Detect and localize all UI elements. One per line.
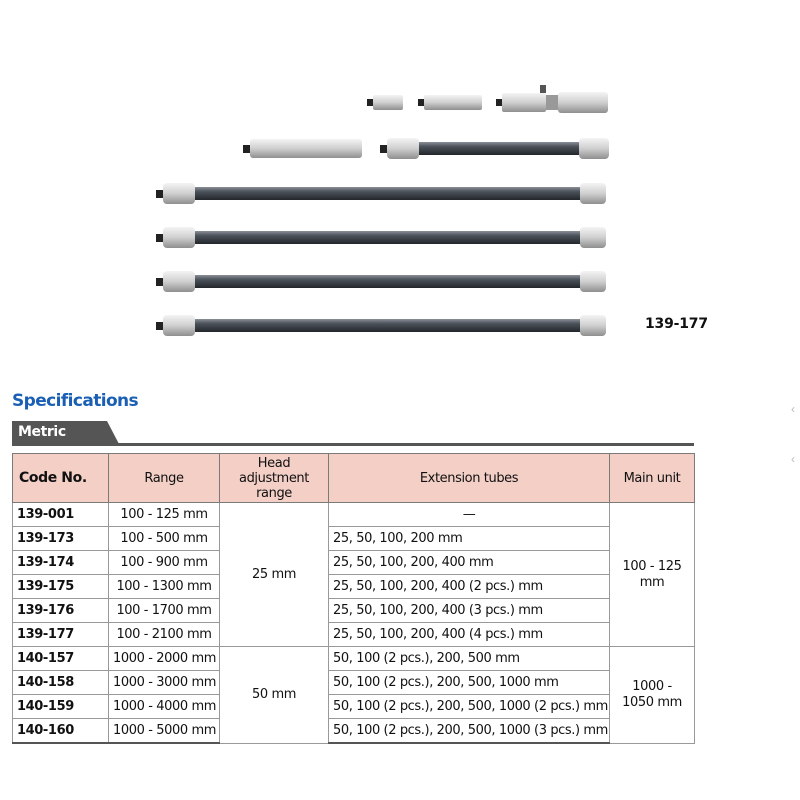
- range-cell: 1000 - 4000 mm: [109, 695, 220, 719]
- edge-decoration-mark: ‹: [791, 452, 795, 466]
- extension-cell: 25, 50, 100, 200 mm: [329, 527, 610, 551]
- section-title: Specifications: [12, 391, 139, 411]
- range-cell: 100 - 125 mm: [109, 503, 220, 527]
- range-cell: 1000 - 3000 mm: [109, 671, 220, 695]
- edge-decoration-mark: ‹: [791, 402, 795, 416]
- range-cell: 100 - 1700 mm: [109, 599, 220, 623]
- micrometer-head: [496, 85, 608, 113]
- head-adjustment-cell: 50 mm: [220, 647, 329, 744]
- extension-cell: 50, 100 (2 pcs.), 200, 500, 1000 mm: [329, 671, 610, 695]
- table-row: [13, 551, 695, 575]
- extension-cell: 50, 100 (2 pcs.), 200, 500 mm: [329, 647, 610, 671]
- extension-cell: —: [329, 503, 610, 527]
- code-cell: 140-158: [13, 671, 109, 695]
- range-cell: 100 - 900 mm: [109, 551, 220, 575]
- extension-cell: 25, 50, 100, 200, 400 (3 pcs.) mm: [329, 599, 610, 623]
- micrometer-small-rod-2: [418, 95, 482, 110]
- extension-cell: 25, 50, 100, 200, 400 mm: [329, 551, 610, 575]
- extension-cell: 25, 50, 100, 200, 400 (2 pcs.) mm: [329, 575, 610, 599]
- extension-rod-long-2: [156, 227, 606, 248]
- code-cell: 139-174: [13, 551, 109, 575]
- extension-rod-short: [380, 138, 609, 159]
- extension-cell: 50, 100 (2 pcs.), 200, 500, 1000 (2 pcs.) mm: [329, 695, 610, 719]
- header-range: Range: [109, 454, 220, 503]
- code-cell: 140-160: [13, 719, 109, 744]
- extension-rod-long-1: [156, 183, 606, 204]
- header-extension: Extension tubes: [329, 454, 610, 503]
- product-label: 139-177: [645, 316, 708, 332]
- main-unit-text: 1000 - 1050 mm: [622, 678, 682, 710]
- micrometer-small-rod-1: [367, 95, 403, 110]
- metric-rule: [12, 443, 694, 446]
- table-row: [13, 695, 695, 719]
- code-cell: 139-173: [13, 527, 109, 551]
- extension-cell: 25, 50, 100, 200, 400 (4 pcs.) mm: [329, 623, 610, 647]
- specifications-table: [12, 453, 695, 744]
- header-main-unit: Main unit: [610, 454, 695, 503]
- table-row: [13, 647, 695, 671]
- header-code: Code No.: [13, 454, 109, 503]
- product-illustration: [0, 0, 800, 360]
- table-row: [13, 671, 695, 695]
- micrometer-medium-rod: [243, 139, 362, 158]
- code-cell: 139-177: [13, 623, 109, 647]
- table-row: [13, 719, 695, 744]
- range-cell: 1000 - 5000 mm: [109, 719, 220, 744]
- code-cell: 139-176: [13, 599, 109, 623]
- metric-tab: Metric: [12, 421, 107, 444]
- head-adjustment-cell: 25 mm: [220, 503, 329, 647]
- code-cell: 139-175: [13, 575, 109, 599]
- table-row: [13, 527, 695, 551]
- code-cell: 140-159: [13, 695, 109, 719]
- extension-cell: 50, 100 (2 pcs.), 200, 500, 1000 (3 pcs.) mm: [329, 719, 610, 744]
- range-cell: 100 - 1300 mm: [109, 575, 220, 599]
- header-head-adjustment: Head adjustment range: [220, 454, 329, 503]
- code-cell: 139-001: [13, 503, 109, 527]
- code-cell: 140-157: [13, 647, 109, 671]
- range-cell: 100 - 500 mm: [109, 527, 220, 551]
- table-header-row: [13, 454, 695, 503]
- range-cell: 1000 - 2000 mm: [109, 647, 220, 671]
- extension-rod-long-4: [156, 315, 606, 336]
- table-row: [13, 599, 695, 623]
- table-row: [13, 575, 695, 599]
- range-cell: 100 - 2100 mm: [109, 623, 220, 647]
- table-row: [13, 503, 695, 527]
- table-row: [13, 623, 695, 647]
- main-unit-cell: 100 - 125 mm: [610, 503, 695, 647]
- main-unit-cell: [610, 647, 695, 744]
- extension-rod-long-3: [156, 271, 606, 292]
